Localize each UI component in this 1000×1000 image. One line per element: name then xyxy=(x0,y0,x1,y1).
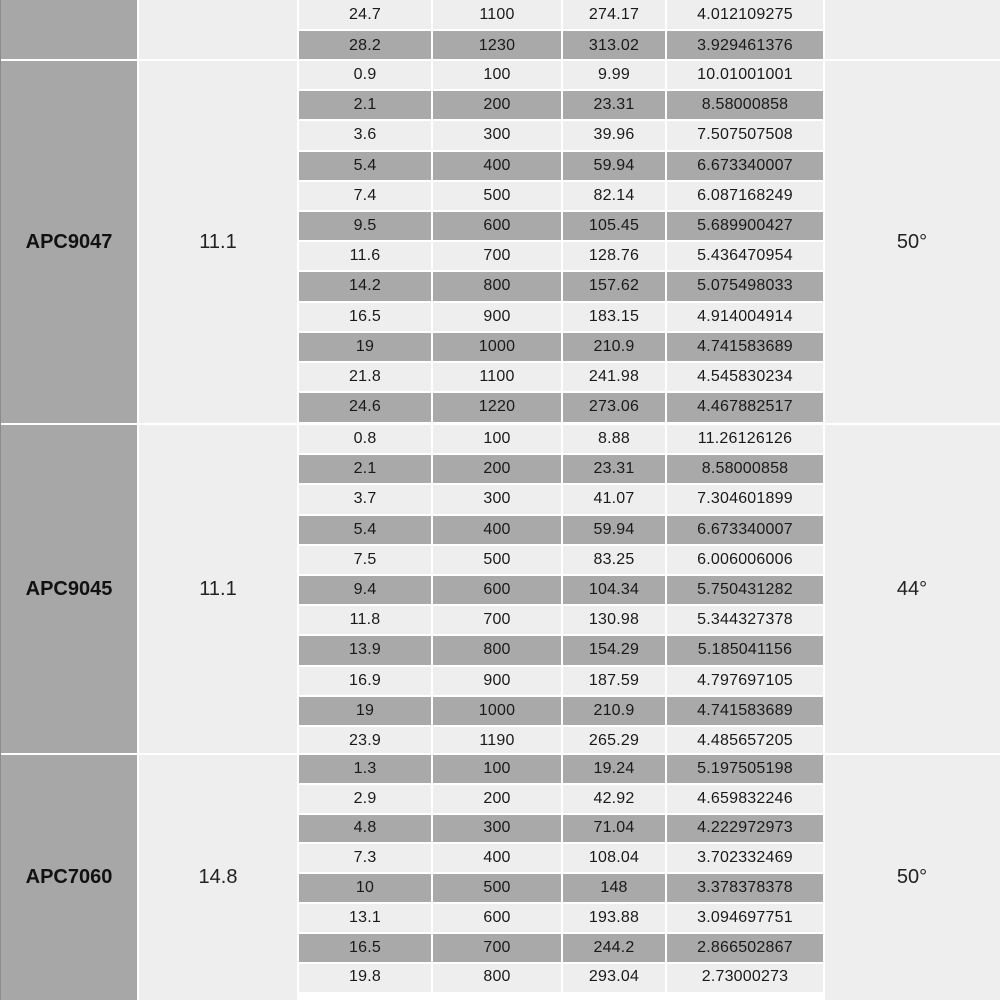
left-border xyxy=(0,0,1,1000)
data-cell: 3.094697751 xyxy=(697,908,793,926)
data-cell: 6.087168249 xyxy=(697,186,793,204)
data-cell: 3.929461376 xyxy=(697,36,793,54)
column-separator xyxy=(137,0,139,1000)
data-cell: 183.15 xyxy=(588,307,640,325)
data-cell: 11.8 xyxy=(349,611,381,629)
data-cell: 4.012109275 xyxy=(697,5,793,23)
data-cell: 274.17 xyxy=(588,5,640,23)
data-cell: 11.26126126 xyxy=(697,430,793,448)
data-cell: 3.6 xyxy=(353,126,377,144)
data-cell: 100 xyxy=(483,759,511,777)
data-cell: 2.9 xyxy=(353,789,377,807)
voltage-value: 11.1 xyxy=(199,577,237,600)
data-cell: 600 xyxy=(483,908,511,926)
data-cell: 100 xyxy=(483,66,511,84)
data-cell: 400 xyxy=(483,520,511,538)
data-cell: 0.9 xyxy=(353,66,377,84)
data-cell: 9.99 xyxy=(598,66,630,84)
angle-value: 50° xyxy=(896,230,928,253)
data-cell: 59.94 xyxy=(593,156,635,174)
data-cell: 7.4 xyxy=(353,186,377,204)
data-cell: 600 xyxy=(483,217,511,235)
data-cell: 4.741583689 xyxy=(697,701,793,719)
group-separator xyxy=(0,753,1000,755)
data-cell: 300 xyxy=(483,819,511,837)
data-cell: 313.02 xyxy=(588,36,640,54)
data-cell: 154.29 xyxy=(588,641,640,659)
data-cell: 7.304601899 xyxy=(697,490,793,508)
data-cell: 3.7 xyxy=(353,490,377,508)
column-separator xyxy=(431,0,433,1000)
angle-value: 50° xyxy=(896,865,928,888)
data-cell: 7.507507508 xyxy=(697,126,793,144)
column-separator xyxy=(823,0,825,1000)
data-cell: 28.2 xyxy=(349,36,381,54)
data-cell: 3.378378378 xyxy=(697,879,793,897)
data-cell: 4.467882517 xyxy=(697,398,793,416)
column-separator xyxy=(297,0,299,1000)
data-cell: 700 xyxy=(483,247,511,265)
data-cell: 4.8 xyxy=(353,819,377,837)
data-cell: 5.197505198 xyxy=(697,759,793,777)
data-cell: 1.3 xyxy=(353,759,377,777)
data-cell: 400 xyxy=(483,849,511,867)
data-cell: 71.04 xyxy=(593,819,635,837)
data-cell: 16.9 xyxy=(349,671,381,689)
model-name: APC9045 xyxy=(25,577,113,600)
data-cell: 1100 xyxy=(479,368,515,386)
data-cell: 104.34 xyxy=(588,581,640,599)
data-cell: 6.673340007 xyxy=(697,156,793,174)
data-cell: 100 xyxy=(483,430,511,448)
data-cell: 300 xyxy=(483,126,511,144)
column-separator xyxy=(665,0,667,1000)
data-cell: 5.689900427 xyxy=(697,217,793,235)
data-cell: 3.702332469 xyxy=(697,849,793,867)
voltage-value: 11.1 xyxy=(199,230,237,253)
data-cell: 24.7 xyxy=(349,5,381,23)
data-cell: 157.62 xyxy=(588,277,640,295)
data-cell: 400 xyxy=(483,156,511,174)
data-cell: 5.344327378 xyxy=(697,611,793,629)
data-cell: 23.31 xyxy=(593,460,635,478)
data-cell: 4.797697105 xyxy=(697,671,793,689)
data-cell: 4.659832246 xyxy=(697,789,793,807)
data-cell: 130.98 xyxy=(588,611,640,629)
data-cell: 5.185041156 xyxy=(697,641,793,659)
data-cell: 8.58000858 xyxy=(701,460,789,478)
model-name: APC7060 xyxy=(25,865,113,888)
data-cell: 1000 xyxy=(478,701,516,719)
data-cell: 4.485657205 xyxy=(697,732,793,750)
data-cell: 273.06 xyxy=(588,398,640,416)
data-cell: 193.88 xyxy=(588,908,640,926)
data-cell: 148 xyxy=(600,879,628,897)
data-cell: 108.04 xyxy=(588,849,640,867)
data-cell: 5.750431282 xyxy=(697,581,793,599)
data-cell: 4.545830234 xyxy=(697,368,793,386)
data-cell: 6.673340007 xyxy=(697,520,793,538)
group-separator xyxy=(0,423,1000,425)
data-cell: 265.29 xyxy=(588,732,640,750)
data-cell: 10.01001001 xyxy=(697,66,793,84)
data-cell: 293.04 xyxy=(588,968,640,986)
voltage-cell xyxy=(138,0,298,60)
data-cell: 2.1 xyxy=(353,460,377,478)
data-cell: 241.98 xyxy=(588,368,640,386)
data-cell: 2.866502867 xyxy=(697,938,793,956)
data-cell: 1190 xyxy=(479,732,515,750)
data-cell: 500 xyxy=(483,550,511,568)
data-cell: 24.6 xyxy=(349,398,381,416)
data-cell: 2.1 xyxy=(353,96,377,114)
data-cell: 19 xyxy=(355,701,375,719)
data-cell: 41.07 xyxy=(593,490,635,508)
angle-cell xyxy=(824,0,1000,60)
data-cell: 19 xyxy=(355,337,375,355)
data-cell: 4.914004914 xyxy=(697,307,793,325)
data-cell: 1100 xyxy=(479,5,515,23)
data-cell: 700 xyxy=(483,611,511,629)
data-cell: 700 xyxy=(483,938,511,956)
data-cell: 0.8 xyxy=(353,430,377,448)
data-cell: 900 xyxy=(483,671,511,689)
data-cell: 14.2 xyxy=(349,277,381,295)
data-cell: 19.24 xyxy=(593,759,635,777)
group-separator xyxy=(0,59,1000,61)
data-cell: 210.9 xyxy=(593,337,635,355)
data-cell: 82.14 xyxy=(593,186,635,204)
data-cell: 59.94 xyxy=(593,520,635,538)
data-cell: 4.741583689 xyxy=(697,337,793,355)
data-cell: 128.76 xyxy=(588,247,640,265)
model-cell xyxy=(0,0,138,60)
data-cell: 1220 xyxy=(478,398,516,416)
data-cell: 7.5 xyxy=(353,550,377,568)
data-cell: 83.25 xyxy=(593,550,635,568)
data-cell: 23.31 xyxy=(593,96,635,114)
data-cell: 200 xyxy=(483,789,511,807)
data-cell: 19.8 xyxy=(349,968,381,986)
data-cell: 200 xyxy=(483,460,511,478)
column-separator xyxy=(561,0,563,1000)
data-cell: 4.222972973 xyxy=(697,819,793,837)
data-cell: 800 xyxy=(483,968,511,986)
data-cell: 10 xyxy=(355,879,375,897)
data-cell: 9.4 xyxy=(353,581,377,599)
data-cell: 11.6 xyxy=(349,247,381,265)
data-cell: 8.58000858 xyxy=(701,96,789,114)
angle-value: 44° xyxy=(896,577,928,600)
data-cell: 6.006006006 xyxy=(697,550,793,568)
data-cell: 800 xyxy=(483,277,511,295)
data-cell: 244.2 xyxy=(593,938,635,956)
data-cell: 200 xyxy=(483,96,511,114)
data-cell: 105.45 xyxy=(588,217,640,235)
data-cell: 16.5 xyxy=(349,938,381,956)
data-cell: 500 xyxy=(483,186,511,204)
data-cell: 13.9 xyxy=(349,641,381,659)
data-cell: 5.075498033 xyxy=(697,277,793,295)
data-cell: 9.5 xyxy=(353,217,377,235)
data-cell: 600 xyxy=(483,581,511,599)
data-cell: 210.9 xyxy=(593,701,635,719)
data-cell: 900 xyxy=(483,307,511,325)
data-cell: 7.3 xyxy=(353,849,377,867)
data-cell: 5.436470954 xyxy=(697,247,793,265)
data-cell: 21.8 xyxy=(349,368,381,386)
data-cell: 1230 xyxy=(478,36,516,54)
data-cell: 187.59 xyxy=(588,671,640,689)
data-cell: 800 xyxy=(483,641,511,659)
data-cell: 1000 xyxy=(478,337,516,355)
data-cell: 13.1 xyxy=(349,908,381,926)
data-cell: 5.4 xyxy=(353,156,377,174)
data-cell: 42.92 xyxy=(593,789,635,807)
data-cell: 300 xyxy=(483,490,511,508)
data-cell: 16.5 xyxy=(349,307,381,325)
data-cell: 23.9 xyxy=(349,732,381,750)
data-cell: 500 xyxy=(483,879,511,897)
data-cell: 5.4 xyxy=(353,520,377,538)
voltage-value: 14.8 xyxy=(198,865,238,888)
data-cell: 39.96 xyxy=(593,126,635,144)
data-cell: 8.88 xyxy=(598,430,630,448)
model-name: APC9047 xyxy=(25,230,113,253)
data-cell: 2.73000273 xyxy=(701,968,789,986)
